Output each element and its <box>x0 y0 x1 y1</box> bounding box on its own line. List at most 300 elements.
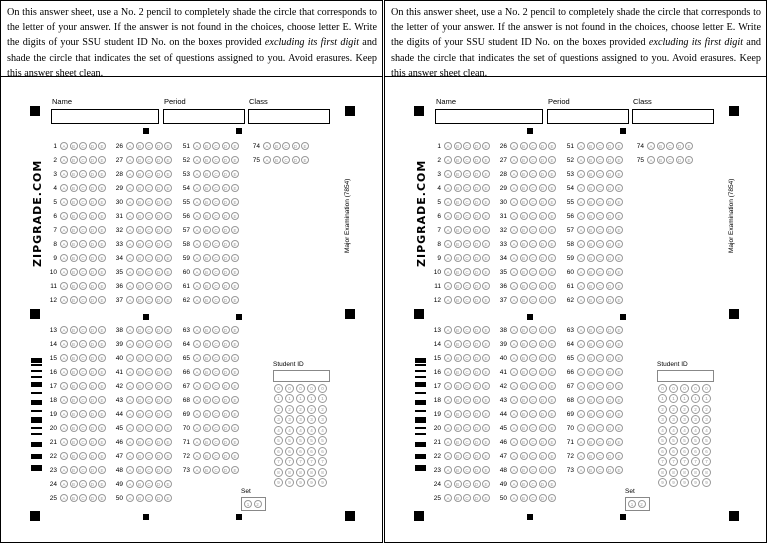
answer-bubble[interactable]: B <box>520 198 528 206</box>
answer-bubble[interactable]: D <box>539 368 547 376</box>
student-id-bubble[interactable]: 0 <box>680 384 689 393</box>
answer-bubble[interactable]: B <box>136 410 144 418</box>
answer-bubble[interactable]: E <box>548 326 556 334</box>
answer-bubble[interactable]: C <box>212 254 220 262</box>
answer-bubble[interactable]: A <box>444 170 452 178</box>
answer-bubble[interactable]: D <box>222 142 230 150</box>
answer-bubble[interactable]: A <box>60 326 68 334</box>
answer-bubble[interactable]: C <box>463 410 471 418</box>
student-id-bubble[interactable]: 5 <box>307 436 316 445</box>
answer-bubble[interactable]: B <box>70 226 78 234</box>
answer-bubble[interactable]: D <box>89 382 97 390</box>
student-id-bubble[interactable]: 8 <box>658 468 667 477</box>
answer-bubble[interactable]: A <box>126 142 134 150</box>
answer-bubble[interactable]: C <box>463 268 471 276</box>
answer-bubble[interactable]: D <box>222 326 230 334</box>
student-id-bubble[interactable]: 9 <box>669 478 678 487</box>
student-id-bubble[interactable]: 0 <box>285 384 294 393</box>
answer-bubble[interactable]: D <box>222 340 230 348</box>
student-id-bubble[interactable]: 8 <box>691 468 700 477</box>
answer-bubble[interactable]: A <box>577 424 585 432</box>
answer-bubble[interactable]: B <box>454 240 462 248</box>
student-id-bubble[interactable]: 1 <box>318 394 327 403</box>
student-id-bubble[interactable]: 9 <box>318 478 327 487</box>
student-id-bubble[interactable]: 8 <box>318 468 327 477</box>
answer-bubble[interactable]: A <box>577 326 585 334</box>
answer-bubble[interactable]: E <box>548 212 556 220</box>
student-id-bubble[interactable]: 3 <box>285 415 294 424</box>
answer-bubble[interactable]: D <box>539 212 547 220</box>
answer-bubble[interactable]: C <box>212 452 220 460</box>
answer-bubble[interactable]: E <box>615 326 623 334</box>
answer-bubble[interactable]: C <box>212 142 220 150</box>
answer-bubble[interactable]: A <box>577 354 585 362</box>
answer-bubble[interactable]: E <box>615 424 623 432</box>
answer-bubble[interactable]: D <box>222 282 230 290</box>
answer-bubble[interactable]: E <box>615 354 623 362</box>
answer-bubble[interactable]: E <box>164 466 172 474</box>
student-id-bubble[interactable]: 7 <box>702 457 711 466</box>
answer-bubble[interactable]: D <box>222 254 230 262</box>
student-id-bubble[interactable]: 1 <box>307 394 316 403</box>
answer-bubble[interactable]: A <box>444 466 452 474</box>
answer-bubble[interactable]: E <box>98 226 106 234</box>
answer-bubble[interactable]: D <box>155 494 163 502</box>
student-id-bubble[interactable]: 3 <box>669 415 678 424</box>
answer-bubble[interactable]: D <box>606 382 614 390</box>
answer-bubble[interactable]: E <box>548 396 556 404</box>
answer-bubble[interactable]: B <box>587 296 595 304</box>
set-bubble[interactable]: 2 <box>254 500 262 508</box>
answer-bubble[interactable]: B <box>136 424 144 432</box>
answer-bubble[interactable]: C <box>529 156 537 164</box>
answer-bubble[interactable]: A <box>444 296 452 304</box>
answer-bubble[interactable]: E <box>164 198 172 206</box>
answer-bubble[interactable]: C <box>463 282 471 290</box>
answer-bubble[interactable]: D <box>89 396 97 404</box>
answer-bubble[interactable]: B <box>203 340 211 348</box>
answer-bubble[interactable]: C <box>212 382 220 390</box>
answer-bubble[interactable]: B <box>454 170 462 178</box>
answer-bubble[interactable]: E <box>615 368 623 376</box>
answer-bubble[interactable]: D <box>155 368 163 376</box>
answer-bubble[interactable]: D <box>155 410 163 418</box>
answer-bubble[interactable]: C <box>596 240 604 248</box>
answer-bubble[interactable]: B <box>587 340 595 348</box>
student-id-bubble[interactable]: 9 <box>702 478 711 487</box>
answer-bubble[interactable]: E <box>98 326 106 334</box>
answer-bubble[interactable]: E <box>98 170 106 178</box>
student-id-bubble[interactable]: 4 <box>669 426 678 435</box>
answer-bubble[interactable]: B <box>203 184 211 192</box>
answer-bubble[interactable]: D <box>539 268 547 276</box>
answer-bubble[interactable]: A <box>126 424 134 432</box>
answer-bubble[interactable]: E <box>301 156 309 164</box>
answer-bubble[interactable]: B <box>70 396 78 404</box>
answer-bubble[interactable]: C <box>666 156 674 164</box>
student-id-bubble[interactable]: 5 <box>658 436 667 445</box>
answer-bubble[interactable]: E <box>482 212 490 220</box>
answer-bubble[interactable]: E <box>164 268 172 276</box>
answer-bubble[interactable]: D <box>155 466 163 474</box>
answer-bubble[interactable]: A <box>60 354 68 362</box>
answer-bubble[interactable]: B <box>454 396 462 404</box>
answer-bubble[interactable]: B <box>520 340 528 348</box>
answer-bubble[interactable]: E <box>164 254 172 262</box>
answer-bubble[interactable]: B <box>587 226 595 234</box>
answer-bubble[interactable]: C <box>596 254 604 262</box>
answer-bubble[interactable]: E <box>231 438 239 446</box>
answer-bubble[interactable]: D <box>473 368 481 376</box>
answer-bubble[interactable]: A <box>193 226 201 234</box>
answer-bubble[interactable]: B <box>136 326 144 334</box>
answer-bubble[interactable]: C <box>463 254 471 262</box>
answer-bubble[interactable]: A <box>60 268 68 276</box>
student-id-bubble[interactable]: 1 <box>691 394 700 403</box>
answer-bubble[interactable]: B <box>520 466 528 474</box>
answer-bubble[interactable]: B <box>136 296 144 304</box>
answer-bubble[interactable]: C <box>529 354 537 362</box>
answer-bubble[interactable]: E <box>685 156 693 164</box>
answer-bubble[interactable]: B <box>203 268 211 276</box>
answer-bubble[interactable]: B <box>454 254 462 262</box>
answer-bubble[interactable]: B <box>454 452 462 460</box>
answer-bubble[interactable]: E <box>482 198 490 206</box>
answer-bubble[interactable]: C <box>79 424 87 432</box>
answer-bubble[interactable]: E <box>164 438 172 446</box>
answer-bubble[interactable]: B <box>657 142 665 150</box>
answer-bubble[interactable]: E <box>231 340 239 348</box>
answer-bubble[interactable]: D <box>473 268 481 276</box>
answer-bubble[interactable]: D <box>606 240 614 248</box>
answer-bubble[interactable]: D <box>155 212 163 220</box>
answer-bubble[interactable]: E <box>482 340 490 348</box>
answer-bubble[interactable]: C <box>145 156 153 164</box>
student-id-bubble[interactable]: 4 <box>318 426 327 435</box>
answer-bubble[interactable]: A <box>510 452 518 460</box>
answer-bubble[interactable]: D <box>606 368 614 376</box>
student-id-bubble[interactable]: 0 <box>702 384 711 393</box>
answer-bubble[interactable]: A <box>444 354 452 362</box>
answer-bubble[interactable]: C <box>529 424 537 432</box>
answer-bubble[interactable]: B <box>657 156 665 164</box>
answer-bubble[interactable]: D <box>89 268 97 276</box>
answer-bubble[interactable]: D <box>539 198 547 206</box>
answer-bubble[interactable]: E <box>685 142 693 150</box>
answer-bubble[interactable]: B <box>70 494 78 502</box>
student-id-bubble[interactable]: 6 <box>274 447 283 456</box>
answer-bubble[interactable]: B <box>587 466 595 474</box>
answer-bubble[interactable]: E <box>482 424 490 432</box>
answer-bubble[interactable]: E <box>548 438 556 446</box>
answer-bubble[interactable]: D <box>155 396 163 404</box>
answer-bubble[interactable]: E <box>548 340 556 348</box>
student-id-bubble[interactable]: 4 <box>274 426 283 435</box>
answer-bubble[interactable]: A <box>444 226 452 234</box>
answer-bubble[interactable]: A <box>126 452 134 460</box>
answer-bubble[interactable]: B <box>520 494 528 502</box>
answer-bubble[interactable]: A <box>577 466 585 474</box>
student-id-bubble[interactable]: 6 <box>285 447 294 456</box>
answer-bubble[interactable]: E <box>548 240 556 248</box>
answer-bubble[interactable]: C <box>463 354 471 362</box>
answer-bubble[interactable]: E <box>548 466 556 474</box>
answer-bubble[interactable]: E <box>482 240 490 248</box>
answer-bubble[interactable]: B <box>136 198 144 206</box>
answer-bubble[interactable]: A <box>577 184 585 192</box>
answer-bubble[interactable]: D <box>539 354 547 362</box>
student-id-bubble[interactable]: 3 <box>691 415 700 424</box>
answer-bubble[interactable]: A <box>193 452 201 460</box>
student-id-bubble[interactable]: 7 <box>658 457 667 466</box>
answer-bubble[interactable]: B <box>203 466 211 474</box>
answer-bubble[interactable]: A <box>444 494 452 502</box>
answer-bubble[interactable]: D <box>89 282 97 290</box>
answer-bubble[interactable]: B <box>70 354 78 362</box>
answer-bubble[interactable]: A <box>60 340 68 348</box>
answer-bubble[interactable]: B <box>520 268 528 276</box>
answer-bubble[interactable]: D <box>539 340 547 348</box>
answer-bubble[interactable]: E <box>164 452 172 460</box>
answer-bubble[interactable]: A <box>60 424 68 432</box>
answer-bubble[interactable]: B <box>520 354 528 362</box>
answer-bubble[interactable]: D <box>539 254 547 262</box>
answer-bubble[interactable]: A <box>510 184 518 192</box>
answer-bubble[interactable]: A <box>510 156 518 164</box>
student-id-bubble[interactable]: 5 <box>691 436 700 445</box>
answer-bubble[interactable]: A <box>126 296 134 304</box>
answer-bubble[interactable]: A <box>193 198 201 206</box>
answer-bubble[interactable]: B <box>70 240 78 248</box>
answer-bubble[interactable]: E <box>164 142 172 150</box>
answer-bubble[interactable]: B <box>203 296 211 304</box>
answer-bubble[interactable]: E <box>548 282 556 290</box>
answer-bubble[interactable]: A <box>60 410 68 418</box>
answer-bubble[interactable]: C <box>145 396 153 404</box>
answer-bubble[interactable]: C <box>463 170 471 178</box>
answer-bubble[interactable]: C <box>463 240 471 248</box>
answer-bubble[interactable]: B <box>136 212 144 220</box>
answer-bubble[interactable]: A <box>126 212 134 220</box>
answer-bubble[interactable]: B <box>203 170 211 178</box>
answer-bubble[interactable]: D <box>155 282 163 290</box>
student-id-bubble[interactable]: 2 <box>680 405 689 414</box>
answer-bubble[interactable]: A <box>510 226 518 234</box>
answer-bubble[interactable]: C <box>666 142 674 150</box>
answer-bubble[interactable]: C <box>596 282 604 290</box>
answer-bubble[interactable]: B <box>203 142 211 150</box>
answer-bubble[interactable]: E <box>231 170 239 178</box>
answer-bubble[interactable]: A <box>577 296 585 304</box>
answer-bubble[interactable]: B <box>454 340 462 348</box>
answer-bubble[interactable]: A <box>60 226 68 234</box>
student-id-bubble[interactable]: 3 <box>658 415 667 424</box>
answer-bubble[interactable]: B <box>70 410 78 418</box>
answer-bubble[interactable]: E <box>615 438 623 446</box>
answer-bubble[interactable]: B <box>520 254 528 262</box>
answer-bubble[interactable]: E <box>615 226 623 234</box>
student-id-bubble[interactable]: 9 <box>658 478 667 487</box>
answer-bubble[interactable]: D <box>539 424 547 432</box>
answer-bubble[interactable]: B <box>587 268 595 276</box>
student-id-bubble[interactable]: 3 <box>296 415 305 424</box>
answer-bubble[interactable]: A <box>510 382 518 390</box>
answer-bubble[interactable]: E <box>164 494 172 502</box>
answer-bubble[interactable]: D <box>539 296 547 304</box>
answer-bubble[interactable]: D <box>222 156 230 164</box>
answer-bubble[interactable]: D <box>222 198 230 206</box>
answer-bubble[interactable]: A <box>444 368 452 376</box>
answer-bubble[interactable]: C <box>529 240 537 248</box>
answer-bubble[interactable]: E <box>231 212 239 220</box>
answer-bubble[interactable]: B <box>454 480 462 488</box>
answer-bubble[interactable]: A <box>60 396 68 404</box>
answer-bubble[interactable]: E <box>615 240 623 248</box>
answer-bubble[interactable]: E <box>231 268 239 276</box>
answer-bubble[interactable]: E <box>615 466 623 474</box>
answer-bubble[interactable]: B <box>273 156 281 164</box>
answer-bubble[interactable]: A <box>60 254 68 262</box>
answer-bubble[interactable]: B <box>520 240 528 248</box>
answer-bubble[interactable]: D <box>222 410 230 418</box>
answer-bubble[interactable]: C <box>529 466 537 474</box>
answer-bubble[interactable]: B <box>70 340 78 348</box>
answer-bubble[interactable]: D <box>606 156 614 164</box>
answer-bubble[interactable]: C <box>212 326 220 334</box>
answer-bubble[interactable]: E <box>482 452 490 460</box>
answer-bubble[interactable]: D <box>89 494 97 502</box>
student-id-bubble[interactable]: 8 <box>680 468 689 477</box>
answer-bubble[interactable]: B <box>136 184 144 192</box>
answer-bubble[interactable]: A <box>193 142 201 150</box>
student-id-bubble[interactable]: 2 <box>307 405 316 414</box>
student-id-bubble[interactable]: 6 <box>307 447 316 456</box>
answer-bubble[interactable]: D <box>473 382 481 390</box>
answer-bubble[interactable]: C <box>212 170 220 178</box>
answer-bubble[interactable]: D <box>89 424 97 432</box>
answer-bubble[interactable]: C <box>79 494 87 502</box>
answer-bubble[interactable]: E <box>482 480 490 488</box>
answer-bubble[interactable]: E <box>98 424 106 432</box>
answer-bubble[interactable]: B <box>136 354 144 362</box>
answer-bubble[interactable]: A <box>60 142 68 150</box>
answer-bubble[interactable]: B <box>203 198 211 206</box>
student-id-bubble[interactable]: 2 <box>691 405 700 414</box>
answer-bubble[interactable]: D <box>606 326 614 334</box>
answer-bubble[interactable]: C <box>145 226 153 234</box>
answer-bubble[interactable]: A <box>577 382 585 390</box>
answer-bubble[interactable]: B <box>203 410 211 418</box>
answer-bubble[interactable]: B <box>454 494 462 502</box>
answer-bubble[interactable]: A <box>444 268 452 276</box>
answer-bubble[interactable]: E <box>98 268 106 276</box>
answer-bubble[interactable]: C <box>79 170 87 178</box>
answer-bubble[interactable]: D <box>222 268 230 276</box>
answer-bubble[interactable]: D <box>473 494 481 502</box>
answer-bubble[interactable]: E <box>231 184 239 192</box>
answer-bubble[interactable]: D <box>89 212 97 220</box>
student-id-bubble[interactable]: 7 <box>669 457 678 466</box>
answer-bubble[interactable]: E <box>164 296 172 304</box>
answer-bubble[interactable]: D <box>222 424 230 432</box>
answer-bubble[interactable]: B <box>136 368 144 376</box>
student-id-bubble[interactable]: 8 <box>669 468 678 477</box>
answer-bubble[interactable]: D <box>89 254 97 262</box>
class-field[interactable] <box>248 109 330 124</box>
period-field[interactable] <box>163 109 245 124</box>
answer-bubble[interactable]: E <box>98 396 106 404</box>
student-id-bubble[interactable]: 6 <box>691 447 700 456</box>
answer-bubble[interactable]: C <box>463 340 471 348</box>
student-id-bubble[interactable]: 0 <box>658 384 667 393</box>
answer-bubble[interactable]: B <box>520 424 528 432</box>
answer-bubble[interactable]: B <box>587 184 595 192</box>
answer-bubble[interactable]: C <box>529 142 537 150</box>
answer-bubble[interactable]: C <box>596 396 604 404</box>
answer-bubble[interactable]: C <box>529 382 537 390</box>
answer-bubble[interactable]: D <box>89 480 97 488</box>
answer-bubble[interactable]: C <box>596 452 604 460</box>
answer-bubble[interactable]: E <box>98 282 106 290</box>
answer-bubble[interactable]: D <box>539 156 547 164</box>
answer-bubble[interactable]: E <box>98 410 106 418</box>
student-id-bubble[interactable]: 9 <box>296 478 305 487</box>
answer-bubble[interactable]: B <box>70 296 78 304</box>
answer-bubble[interactable]: B <box>520 170 528 178</box>
answer-bubble[interactable]: C <box>79 212 87 220</box>
answer-bubble[interactable]: A <box>577 368 585 376</box>
answer-bubble[interactable]: D <box>606 466 614 474</box>
answer-bubble[interactable]: B <box>520 296 528 304</box>
answer-bubble[interactable]: D <box>473 226 481 234</box>
answer-bubble[interactable]: E <box>615 184 623 192</box>
answer-bubble[interactable]: A <box>60 184 68 192</box>
answer-bubble[interactable]: D <box>473 170 481 178</box>
answer-bubble[interactable]: B <box>136 254 144 262</box>
student-id-bubble[interactable]: 2 <box>285 405 294 414</box>
answer-bubble[interactable]: C <box>529 254 537 262</box>
answer-bubble[interactable]: C <box>596 424 604 432</box>
answer-bubble[interactable]: E <box>548 184 556 192</box>
answer-bubble[interactable]: A <box>647 156 655 164</box>
student-id-bubble[interactable]: 1 <box>285 394 294 403</box>
answer-bubble[interactable]: A <box>444 438 452 446</box>
answer-bubble[interactable]: E <box>548 368 556 376</box>
answer-bubble[interactable]: B <box>454 268 462 276</box>
student-id-bubble[interactable]: 3 <box>274 415 283 424</box>
student-id-bubble[interactable]: 7 <box>680 457 689 466</box>
answer-bubble[interactable]: A <box>577 226 585 234</box>
answer-bubble[interactable]: B <box>454 198 462 206</box>
answer-bubble[interactable]: D <box>155 170 163 178</box>
answer-bubble[interactable]: E <box>98 254 106 262</box>
answer-bubble[interactable]: B <box>136 382 144 390</box>
answer-bubble[interactable]: C <box>79 282 87 290</box>
answer-bubble[interactable]: C <box>145 368 153 376</box>
answer-bubble[interactable]: D <box>89 226 97 234</box>
answer-bubble[interactable]: C <box>212 198 220 206</box>
period-field[interactable] <box>547 109 629 124</box>
answer-bubble[interactable]: C <box>79 354 87 362</box>
answer-bubble[interactable]: B <box>203 226 211 234</box>
student-id-bubble[interactable]: 0 <box>669 384 678 393</box>
answer-bubble[interactable]: E <box>231 382 239 390</box>
answer-bubble[interactable]: A <box>510 396 518 404</box>
answer-bubble[interactable]: C <box>529 340 537 348</box>
answer-bubble[interactable]: C <box>212 240 220 248</box>
answer-bubble[interactable]: A <box>444 142 452 150</box>
answer-bubble[interactable]: E <box>231 282 239 290</box>
